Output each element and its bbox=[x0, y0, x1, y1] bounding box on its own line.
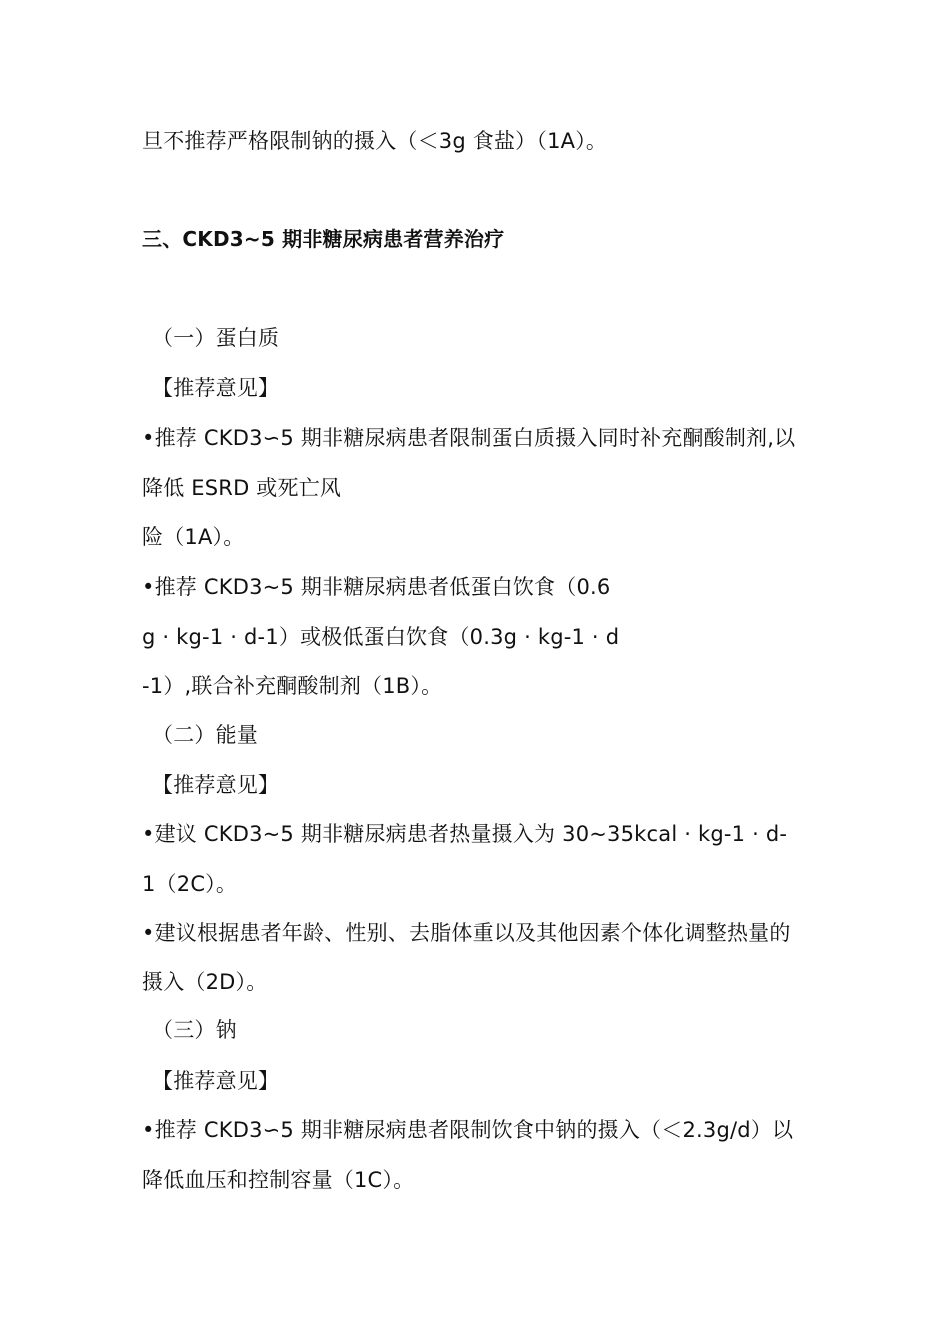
bullet-line-energy-2b: 摄入（2D）。 bbox=[142, 970, 268, 994]
bullet-line-energy-1a: •建议 CKD3~5 期非糖尿病患者热量摄入为 30~35kcal · kg-1 · d- bbox=[142, 822, 788, 846]
bullet-line-protein-2b: g · kg-1 · d-1）或极低蛋白饮食（0.3g · kg-1 · d bbox=[142, 625, 620, 649]
bullet-line-protein-1b: 降低 ESRD 或死亡风 bbox=[142, 476, 342, 500]
subsection-heading-sodium: （三）钠 bbox=[152, 1018, 237, 1042]
bullet-line-sodium-1b: 降低血压和控制容量（1C）。 bbox=[142, 1168, 415, 1192]
paragraph-line-sodium-intro: 旦不推荐严格限制钠的摄入（＜3g 食盐）（1A）。 bbox=[142, 129, 608, 153]
section-heading-ckd-nutrition: 三、CKD3~5 期非糖尿病患者营养治疗 bbox=[142, 227, 505, 251]
bullet-line-energy-2a: •建议根据患者年龄、性别、去脂体重以及其他因素个体化调整热量的 bbox=[142, 921, 791, 945]
subsection-heading-protein: （一）蛋白质 bbox=[152, 326, 280, 350]
subsection-heading-energy: （二）能量 bbox=[152, 723, 258, 747]
bullet-line-sodium-1a: •推荐 CKD3∽5 期非糖尿病患者限制饮食中钠的摄入（＜2.3g/d）以 bbox=[142, 1118, 794, 1142]
bullet-line-energy-1b: 1（2C）。 bbox=[142, 872, 238, 896]
bullet-line-protein-1a: •推荐 CKD3∽5 期非糖尿病患者限制蛋白质摄入同时补充酮酸制剂,以 bbox=[142, 426, 796, 450]
recommendation-label-protein: 【推荐意见】 bbox=[152, 376, 280, 400]
bullet-line-protein-2a: •推荐 CKD3~5 期非糖尿病患者低蛋白饮食（0.6 bbox=[142, 575, 611, 599]
bullet-line-protein-1c: 险（1A）。 bbox=[142, 525, 245, 549]
recommendation-label-energy: 【推荐意见】 bbox=[152, 773, 280, 797]
recommendation-label-sodium: 【推荐意见】 bbox=[152, 1069, 280, 1093]
bullet-line-protein-2c: -1）,联合补充酮酸制剂（1B）。 bbox=[142, 674, 443, 698]
